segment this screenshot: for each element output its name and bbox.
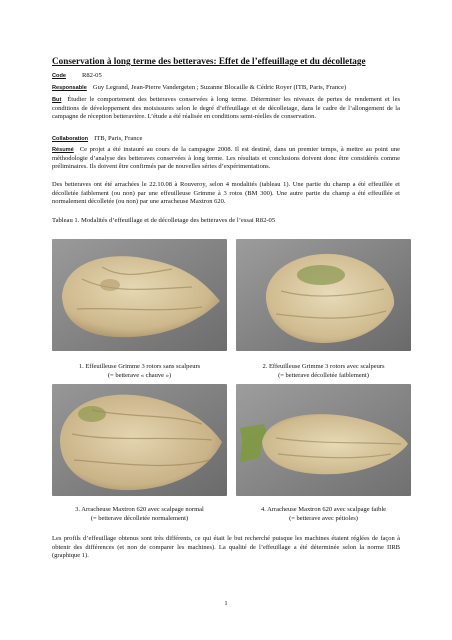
- intro-paragraph: Des betteraves ont été arrachées le 22.10.08 à Rouveroy, selon 4 modalités (tableau 1). Une partie du champ a été effeuillée et décolletée faiblement (ou non) par une effeuilleuse Grimme à 3 rotos (BM 300). Une autre partie du champ a été effeuillée et normalement décolletée (ou non) par une arracheuse Maxtron 620.: [52, 181, 400, 206]
- but-paragraph: [52, 96, 400, 122]
- document-title: Conservation à long terme des betteraves: Effet de l’effeuillage et du décolletage: [52, 56, 366, 66]
- photo-caption-3: [52, 505, 227, 523]
- sugar-beet-photo: [236, 384, 411, 496]
- collaboration-label: Collaboration: [52, 136, 89, 142]
- photo-caption-1-note: (= betterave « chauve »): [107, 372, 172, 379]
- code-label: Code: [52, 73, 66, 79]
- but-text: Étudier le comportement des betteraves conservées à long terme. Déterminer les niveaux de pertes de rendement et les conditions de développement des moisissures selon le degré d’effeuillage et de décolletage, dans le cadre de l’allongement de la campagne de réception betteravière. L’étude a été réalisée en conditions semi-réelles de conservation.: [52, 96, 400, 121]
- photo-caption-3-note: (= betterave décolletée normalement): [90, 515, 189, 522]
- sugar-beet-photo: [52, 239, 227, 351]
- sugar-beet-photo: [52, 384, 227, 496]
- sugar-beet-photo-1: [52, 239, 227, 351]
- code-row: [52, 71, 402, 81]
- photo-caption-1: [52, 362, 227, 380]
- responsable-row: [52, 83, 402, 93]
- profiles-paragraph: Les profils d’effeuillage obtenus sont très différents, ce qui était le but recherché puisque les machines étaient réglées de façon à obtenir des différences (et non de comparer les machines). La qualité de l’effeuillage a été déterminée selon la norme IIRB (graphique 1).: [52, 535, 400, 560]
- responsable-label: Responsable: [52, 85, 87, 91]
- photo-caption-2-title: 2. Effeuilleuse Grimme 3 rotors avec scalpeurs: [262, 363, 385, 370]
- photo-caption-3-title: 3. Arracheuse Maxtron 620 avec scalpage normal: [75, 506, 204, 513]
- but-label: But: [52, 97, 62, 103]
- resume-text: Ce projet a été instauré au cours de la campagne 2008. Il est destiné, dans un premier temps, à mettre au point une méthodologie d’analyse des betteraves conservées à long terme. Les résultats et conclusions doivent donc être considérés comme préliminaires. Ils doivent être confirmés par de nouvelles séries d’expérimentations.: [52, 146, 400, 171]
- photo-caption-4-note: (= betterave avec pétioles): [289, 515, 358, 522]
- sugar-beet-photo: [236, 239, 411, 351]
- collaboration-value: ITB, Paris, France: [94, 135, 143, 142]
- photo-caption-4: [236, 505, 411, 523]
- photo-caption-4-title: 4. Arracheuse Maxtron 620 avec scalpage faible: [260, 506, 387, 513]
- photo-caption-2: [236, 362, 411, 380]
- sugar-beet-photo-3: [52, 384, 227, 496]
- table-caption: Tableau 1. Modalités d’effeuillage et de décolletage des betteraves de l’essai R82-05: [52, 217, 276, 224]
- resume-paragraph: [52, 146, 400, 172]
- sugar-beet-photo-2: [236, 239, 411, 351]
- page-number: 1: [224, 600, 228, 607]
- code-value: R82-05: [81, 72, 102, 79]
- collaboration-row: [52, 134, 402, 144]
- responsable-value: Guy Legrand, Jean-Pierre Vandergeten ; Suzanne Blocaille & Cédric Royer (ITB, Paris, France): [92, 84, 347, 91]
- photo-caption-2-note: (= betterave décolletée faiblement): [278, 372, 369, 379]
- photo-caption-1-title: 1. Effeuilleuse Grimme 3 rotors sans scalpeurs: [78, 363, 201, 370]
- sugar-beet-photo-4: [236, 384, 411, 496]
- resume-label: Résumé: [52, 147, 74, 153]
